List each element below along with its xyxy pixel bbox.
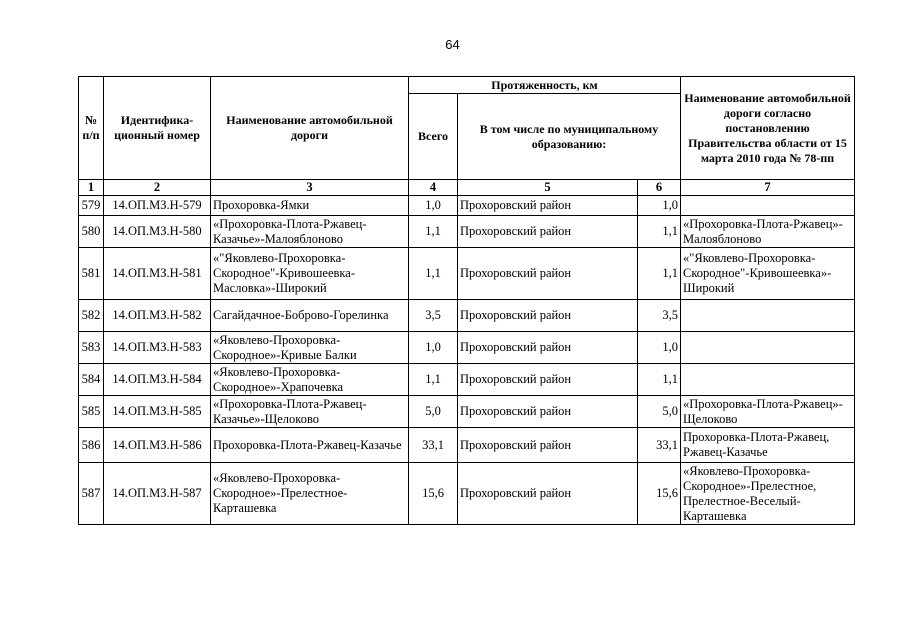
road-identifier: 14.ОП.МЗ.Н-583 (104, 332, 211, 364)
district-name: Прохоровский район (458, 196, 638, 216)
district-name: Прохоровский район (458, 463, 638, 525)
table-row (79, 364, 855, 396)
row-number: 586 (79, 428, 104, 463)
page-number: 64 (445, 37, 460, 52)
district-length: 3,5 (638, 300, 681, 332)
road-old-name: «Прохоровка-Плота-Ржавец»-Малояблоново (681, 216, 855, 248)
length-total: 15,6 (409, 463, 458, 525)
road-name: «Яковлево-Прохоровка-Скородное»-Прелестное-Карташевка (211, 463, 409, 525)
header-old-name: Наименование автомобильной дороги согласно постановлению Правительства области от 15 марта 2010 года № 78-пп (681, 77, 855, 180)
row-number: 583 (79, 332, 104, 364)
district-name: Прохоровский район (458, 428, 638, 463)
length-total: 5,0 (409, 396, 458, 428)
road-name: «"Яковлево-Прохоровка-Скородное"-Кривошеевка-Масловка»-Широкий (211, 248, 409, 300)
table-row (79, 463, 855, 525)
column-number: 4 (409, 180, 458, 196)
table-row (79, 196, 855, 216)
road-name: Сагайдачное-Боброво-Горелинка (211, 300, 409, 332)
district-name: Прохоровский район (458, 396, 638, 428)
column-number: 1 (79, 180, 104, 196)
road-name: «Прохоровка-Плота-Ржавец-Казачье»-Щелоково (211, 396, 409, 428)
district-length: 33,1 (638, 428, 681, 463)
header-length-group: Протяженность, км (409, 77, 681, 94)
road-old-name (681, 196, 855, 216)
road-old-name (681, 332, 855, 364)
row-number: 582 (79, 300, 104, 332)
length-total: 1,1 (409, 216, 458, 248)
road-identifier: 14.ОП.МЗ.Н-581 (104, 248, 211, 300)
length-total: 3,5 (409, 300, 458, 332)
header-municipality: В том числе по муниципальному образованию: (458, 94, 681, 180)
road-old-name (681, 364, 855, 396)
header-road-name: Наименование автомобильной дороги (211, 77, 409, 180)
roads-table (78, 76, 855, 525)
header-number: № п/п (79, 77, 104, 180)
table-row (79, 396, 855, 428)
road-identifier: 14.ОП.МЗ.Н-584 (104, 364, 211, 396)
length-total: 1,1 (409, 248, 458, 300)
length-total: 1,0 (409, 196, 458, 216)
row-number: 581 (79, 248, 104, 300)
road-name: Прохоровка-Ямки (211, 196, 409, 216)
road-identifier: 14.ОП.МЗ.Н-582 (104, 300, 211, 332)
road-old-name: «Яковлево-Прохоровка-Скородное»-Прелестное, Прелестное-Веселый-Карташевка (681, 463, 855, 525)
table-row (79, 248, 855, 300)
road-identifier: 14.ОП.МЗ.Н-585 (104, 396, 211, 428)
road-name: «Яковлево-Прохоровка-Скородное»-Кривые Балки (211, 332, 409, 364)
column-number: 5 (458, 180, 638, 196)
road-name: Прохоровка-Плота-Ржавец-Казачье (211, 428, 409, 463)
header-total: Всего (409, 94, 458, 180)
district-name: Прохоровский район (458, 216, 638, 248)
road-identifier: 14.ОП.МЗ.Н-587 (104, 463, 211, 525)
table-row (79, 332, 855, 364)
column-number: 3 (211, 180, 409, 196)
district-length: 1,1 (638, 248, 681, 300)
road-old-name: Прохоровка-Плота-Ржавец, Ржавец-Казачье (681, 428, 855, 463)
district-name: Прохоровский район (458, 300, 638, 332)
column-number: 7 (681, 180, 855, 196)
district-length: 1,1 (638, 364, 681, 396)
length-total: 1,1 (409, 364, 458, 396)
row-number: 580 (79, 216, 104, 248)
table-row (79, 300, 855, 332)
road-old-name: «Прохоровка-Плота-Ржавец»-Щелоково (681, 396, 855, 428)
district-length: 1,0 (638, 332, 681, 364)
district-name: Прохоровский район (458, 248, 638, 300)
district-length: 1,1 (638, 216, 681, 248)
district-length: 1,0 (638, 196, 681, 216)
road-identifier: 14.ОП.МЗ.Н-580 (104, 216, 211, 248)
table-row (79, 428, 855, 463)
table-row (79, 216, 855, 248)
road-identifier: 14.ОП.МЗ.Н-579 (104, 196, 211, 216)
road-name: «Прохоровка-Плота-Ржавец-Казачье»-Малояблоново (211, 216, 409, 248)
column-number: 2 (104, 180, 211, 196)
road-identifier: 14.ОП.МЗ.Н-586 (104, 428, 211, 463)
column-number-row (79, 180, 855, 196)
column-number: 6 (638, 180, 681, 196)
district-name: Прохоровский район (458, 364, 638, 396)
district-length: 15,6 (638, 463, 681, 525)
district-name: Прохоровский район (458, 332, 638, 364)
road-old-name (681, 300, 855, 332)
road-old-name: «"Яковлево-Прохоровка-Скородное"-Кривошеевка»-Широкий (681, 248, 855, 300)
row-number: 579 (79, 196, 104, 216)
row-number: 587 (79, 463, 104, 525)
row-number: 585 (79, 396, 104, 428)
length-total: 33,1 (409, 428, 458, 463)
table-body (79, 196, 855, 525)
road-name: «Яковлево-Прохоровка-Скородное»-Храпочевка (211, 364, 409, 396)
length-total: 1,0 (409, 332, 458, 364)
district-length: 5,0 (638, 396, 681, 428)
header-identifier: Идентифика-ционный номер (104, 77, 211, 180)
row-number: 584 (79, 364, 104, 396)
